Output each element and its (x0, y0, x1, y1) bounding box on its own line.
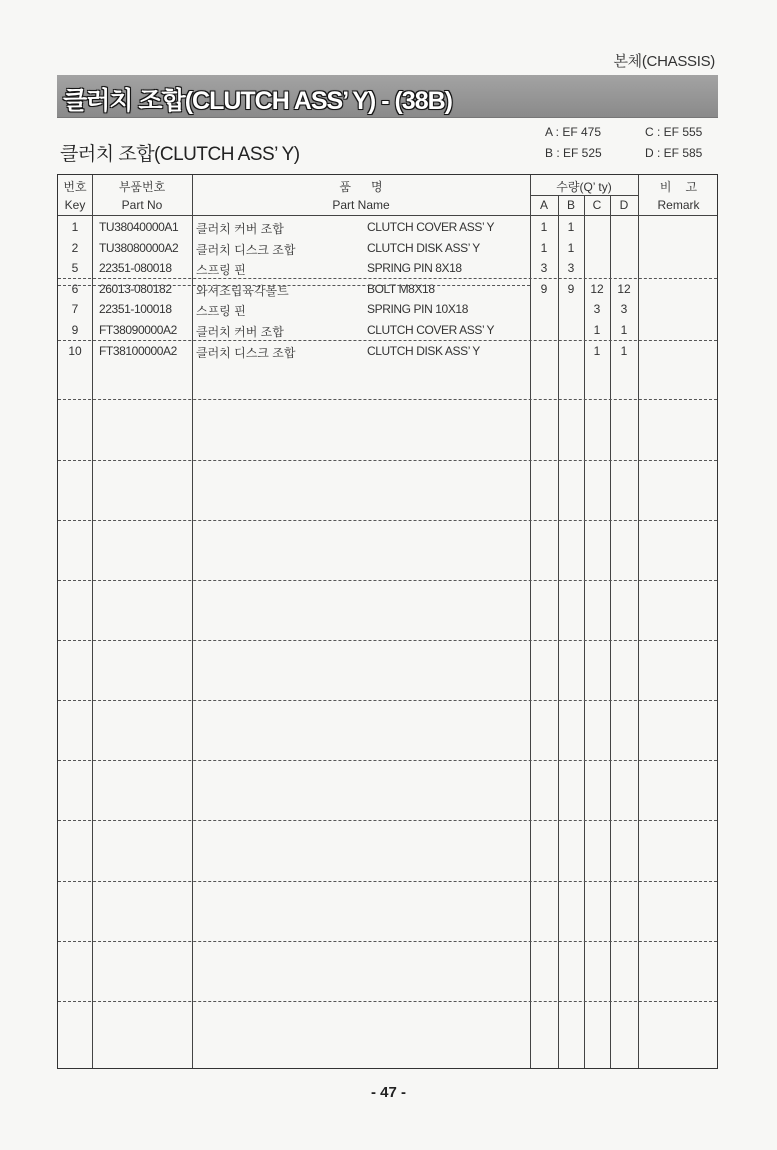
cell-qty-d: 3 (620, 302, 628, 317)
cell-key: 7 (71, 302, 79, 317)
table-row (58, 341, 719, 362)
cell-qty-c: 12 (590, 281, 604, 296)
header-part-no-en: Part No (121, 198, 163, 212)
cell-part-no: FT38100000A2 (99, 343, 177, 358)
cell-part-no: 22351-100018 (99, 302, 172, 317)
qty-header-divider (530, 195, 638, 196)
table-body (58, 217, 719, 361)
parts-table (57, 174, 718, 1069)
cell-qty-d: 1 (620, 322, 628, 337)
table-row (58, 258, 719, 279)
cell-name-en: SPRING PIN 10X18 (367, 302, 468, 317)
cell-name-ko: 와셔조립육각볼트 (196, 283, 289, 298)
table-row (58, 299, 719, 320)
cell-name-ko: 클러치 디스크 조합 (196, 345, 296, 360)
cell-qty-d: 12 (617, 281, 631, 296)
banner-title: 클러치 조합(CLUTCH ASS’ Y) - (38B) (63, 87, 452, 115)
cell-key: 1 (71, 220, 79, 234)
cell-name-en: BOLT M8X18 (367, 281, 435, 296)
cell-qty-a: 1 (540, 220, 548, 234)
model-a: A : EF 475 (545, 125, 602, 139)
cell-part-no: 22351-080018 (99, 261, 172, 276)
cell-name-ko: 스프링 핀 (196, 304, 246, 319)
cell-qty-c: 1 (593, 322, 601, 337)
group-divider (58, 399, 717, 400)
cell-name-en: CLUTCH DISK ASS’ Y (367, 343, 480, 358)
cell-key: 10 (68, 343, 82, 358)
cell-qty-b: 3 (567, 261, 575, 276)
cell-qty-a: 1 (540, 240, 548, 255)
page-number: - 47 - (370, 1084, 406, 1101)
row-group-divider (58, 285, 530, 286)
group-divider (58, 520, 717, 521)
model-d: D : EF 585 (645, 146, 703, 160)
cell-name-ko: 스프링 핀 (196, 263, 246, 278)
header-remark-en: Remark (657, 198, 700, 212)
cell-name-ko: 클러치 디스크 조합 (196, 242, 296, 257)
cell-name-ko: 클러치 커버 조합 (196, 324, 284, 339)
cell-qty-b: 1 (567, 240, 575, 255)
table-row (58, 320, 719, 341)
header-part-name-ko: 품명 (339, 180, 403, 194)
model-c: C : EF 555 (645, 125, 703, 139)
cell-name-en: CLUTCH COVER ASS’ Y (367, 220, 495, 234)
cell-qty-a: 9 (540, 281, 548, 296)
header-key-en: Key (64, 198, 86, 212)
header-key-ko: 번호 (63, 180, 87, 194)
title-banner (57, 75, 718, 118)
table-row (58, 217, 719, 238)
group-divider (58, 760, 717, 761)
group-divider (58, 460, 717, 461)
cell-name-en: SPRING PIN 8X18 (367, 261, 462, 276)
header-part-name-en: Part Name (332, 198, 390, 212)
group-divider (58, 881, 717, 882)
header-qty-a: A (539, 198, 548, 212)
cell-qty-c: 3 (593, 302, 601, 317)
group-divider (58, 820, 717, 821)
header-remark-ko: 비고 (659, 180, 712, 194)
section-label: 본체(CHASSIS) (613, 53, 715, 70)
header-part-no-ko: 부품번호 (118, 180, 166, 194)
model-b: B : EF 525 (545, 146, 602, 160)
cell-name-en: CLUTCH DISK ASS’ Y (367, 240, 480, 255)
header-qty-c: C (592, 198, 602, 212)
cell-part-no: TU38040000A1 (99, 220, 179, 234)
group-divider (58, 580, 717, 581)
table-row (58, 279, 719, 300)
cell-qty-c: 1 (593, 343, 601, 358)
cell-part-no: TU38080000A2 (99, 240, 179, 255)
cell-qty-a: 3 (540, 261, 548, 276)
cell-part-no: 26013-080182 (99, 281, 172, 296)
cell-key: 5 (71, 261, 79, 276)
table-row (58, 238, 719, 259)
cell-key: 9 (71, 322, 79, 337)
cell-qty-b: 9 (567, 281, 575, 296)
group-divider (58, 640, 717, 641)
group-divider (58, 700, 717, 701)
cell-key: 6 (71, 281, 79, 296)
cell-name-ko: 클러치 커버 조합 (196, 222, 284, 236)
cell-key: 2 (71, 240, 79, 255)
group-divider (58, 941, 717, 942)
cell-part-no: FT38090000A2 (99, 322, 177, 337)
cell-qty-b: 1 (567, 220, 575, 234)
header-qty-b: B (566, 198, 575, 212)
sub-title: 클러치 조합(CLUTCH ASS’ Y) (60, 144, 300, 165)
header-qty-d: D (619, 198, 629, 212)
group-divider (58, 1001, 717, 1002)
header-qty: 수량(Q’ ty) (556, 180, 612, 194)
cell-qty-d: 1 (620, 343, 628, 358)
header-divider (58, 215, 717, 216)
cell-name-en: CLUTCH COVER ASS’ Y (367, 322, 495, 337)
